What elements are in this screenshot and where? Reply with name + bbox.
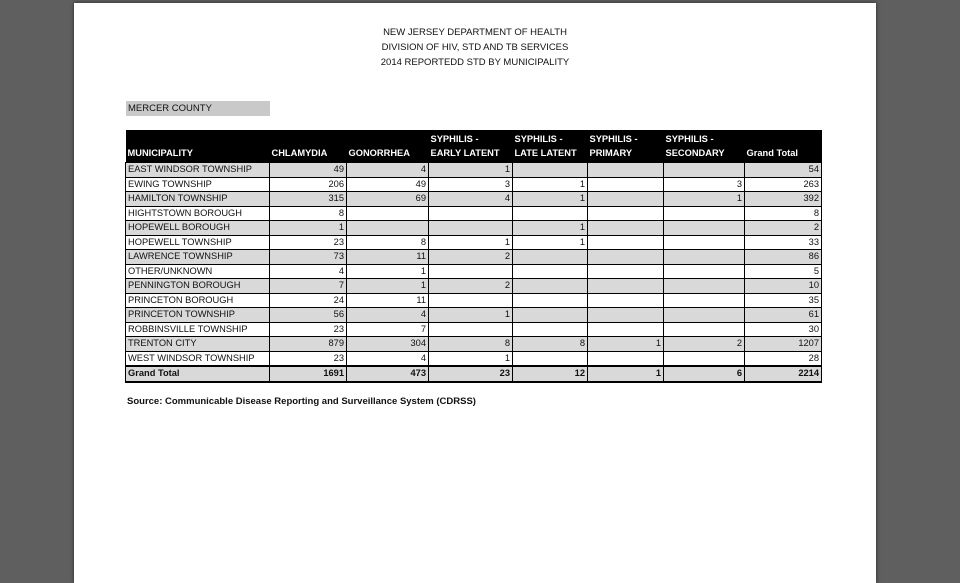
source-note: Source: Communicable Disease Reporting and Surveillance System (CDRSS) [127,396,476,407]
count-cell [513,279,588,294]
county-label: MERCER COUNTY [126,101,270,116]
header-line-3: 2014 REPORTEDD STD BY MUNICIPALITY [380,57,570,68]
count-cell [429,221,513,236]
count-cell: 11 [347,293,429,308]
count-cell: 1 [347,264,429,279]
count-cell [664,250,745,265]
header-line-2: DIVISION OF HIV, STD AND TB SERVICES [381,42,569,53]
municipality-cell: HIGHTSTOWN BOROUGH [126,206,270,221]
count-cell: 1 [429,351,513,366]
table-body [126,163,822,382]
table-row [126,264,822,279]
count-cell [347,221,429,236]
count-cell: 4 [270,264,347,279]
municipality-cell: PRINCETON TOWNSHIP [126,308,270,323]
count-cell: 8 [513,337,588,352]
municipality-cell: HOPEWELL BOROUGH [126,221,270,236]
document-page [74,3,876,583]
column-header: CHLAMYDIA [270,130,347,163]
column-header: SYPHILIS - PRIMARY [588,130,664,163]
count-cell [588,163,664,178]
total-count-cell: 1691 [270,366,347,382]
municipality-cell: EWING TOWNSHIP [126,177,270,192]
count-cell [588,192,664,207]
std-table [125,130,822,383]
count-cell: 4 [347,163,429,178]
count-cell [588,351,664,366]
count-cell: 49 [347,177,429,192]
count-cell: 10 [745,279,822,294]
total-count-cell: 23 [429,366,513,382]
count-cell: 1 [588,337,664,352]
count-cell [588,206,664,221]
count-cell: 30 [745,322,822,337]
table-header-row [126,130,822,163]
count-cell [664,322,745,337]
table-row [126,206,822,221]
count-cell: 8 [270,206,347,221]
count-cell: 1 [347,279,429,294]
municipality-cell: EAST WINDSOR TOWNSHIP [126,163,270,178]
table-row [126,192,822,207]
count-cell: 3 [664,177,745,192]
count-cell [513,264,588,279]
count-cell: 23 [270,235,347,250]
count-cell: 7 [347,322,429,337]
count-cell: 2 [429,279,513,294]
count-cell [664,206,745,221]
count-cell [347,206,429,221]
table-row [126,308,822,323]
count-cell: 69 [347,192,429,207]
count-cell: 1207 [745,337,822,352]
municipality-cell: WEST WINDSOR TOWNSHIP [126,351,270,366]
column-header: GONORRHEA [347,130,429,163]
column-header: SYPHILIS - EARLY LATENT [429,130,513,163]
count-cell [664,279,745,294]
header-line-1: NEW JERSEY DEPARTMENT OF HEALTH [383,27,567,38]
count-cell: 392 [745,192,822,207]
total-count-cell: 1 [588,366,664,382]
count-cell [429,206,513,221]
count-cell [588,279,664,294]
count-cell: 8 [429,337,513,352]
count-cell: 7 [270,279,347,294]
count-cell [588,177,664,192]
count-cell: 8 [347,235,429,250]
table-row [126,235,822,250]
count-cell: 3 [429,177,513,192]
count-cell: 1 [270,221,347,236]
count-cell: 5 [745,264,822,279]
column-header: Grand Total [745,130,822,163]
report-header [74,25,876,70]
count-cell [588,250,664,265]
count-cell: 2 [745,221,822,236]
count-cell [664,235,745,250]
count-cell [513,250,588,265]
grand-total-row [126,366,822,382]
count-cell [664,221,745,236]
count-cell [513,163,588,178]
count-cell [513,322,588,337]
municipality-cell: HOPEWELL TOWNSHIP [126,235,270,250]
count-cell [664,264,745,279]
count-cell [664,308,745,323]
count-cell [513,351,588,366]
count-cell: 11 [347,250,429,265]
count-cell: 33 [745,235,822,250]
count-cell [588,322,664,337]
count-cell [588,293,664,308]
total-count-cell: 6 [664,366,745,382]
count-cell [588,235,664,250]
table-row [126,163,822,178]
count-cell: 86 [745,250,822,265]
column-header: SYPHILIS - LATE LATENT [513,130,588,163]
table-row [126,177,822,192]
count-cell: 1 [513,192,588,207]
count-cell [588,264,664,279]
count-cell: 304 [347,337,429,352]
municipality-cell: PRINCETON BOROUGH [126,293,270,308]
count-cell: 1 [429,163,513,178]
count-cell: 206 [270,177,347,192]
count-cell: 1 [513,221,588,236]
count-cell: 1 [513,235,588,250]
count-cell: 54 [745,163,822,178]
count-cell: 315 [270,192,347,207]
count-cell [429,264,513,279]
count-cell: 4 [347,308,429,323]
table-row [126,250,822,265]
column-header: SYPHILIS - SECONDARY [664,130,745,163]
total-count-cell: 473 [347,366,429,382]
count-cell [513,308,588,323]
count-cell: 263 [745,177,822,192]
municipality-cell: TRENTON CITY [126,337,270,352]
total-count-cell: 12 [513,366,588,382]
count-cell: 49 [270,163,347,178]
total-count-cell: 2214 [745,366,822,382]
count-cell [513,206,588,221]
count-cell: 61 [745,308,822,323]
count-cell: 24 [270,293,347,308]
count-cell: 2 [429,250,513,265]
table-row [126,351,822,366]
count-cell: 1 [664,192,745,207]
count-cell: 4 [347,351,429,366]
count-cell [588,221,664,236]
municipality-cell: LAWRENCE TOWNSHIP [126,250,270,265]
count-cell: 23 [270,351,347,366]
count-cell: 8 [745,206,822,221]
count-cell [664,163,745,178]
column-header: MUNICIPALITY [126,130,270,163]
count-cell: 1 [429,308,513,323]
count-cell: 879 [270,337,347,352]
municipality-cell: HAMILTON TOWNSHIP [126,192,270,207]
count-cell: 1 [429,235,513,250]
table-row [126,221,822,236]
count-cell: 73 [270,250,347,265]
count-cell: 2 [664,337,745,352]
count-cell [429,293,513,308]
table-row [126,279,822,294]
municipality-cell: OTHER/UNKNOWN [126,264,270,279]
count-cell: 23 [270,322,347,337]
count-cell [664,351,745,366]
count-cell: 56 [270,308,347,323]
table-row [126,293,822,308]
count-cell: 4 [429,192,513,207]
count-cell [588,308,664,323]
count-cell: 1 [513,177,588,192]
count-cell [513,293,588,308]
municipality-cell: ROBBINSVILLE TOWNSHIP [126,322,270,337]
count-cell [664,293,745,308]
count-cell: 35 [745,293,822,308]
total-label-cell: Grand Total [126,366,270,382]
table-row [126,337,822,352]
count-cell [429,322,513,337]
municipality-cell: PENNINGTON BOROUGH [126,279,270,294]
table-row [126,322,822,337]
count-cell: 28 [745,351,822,366]
